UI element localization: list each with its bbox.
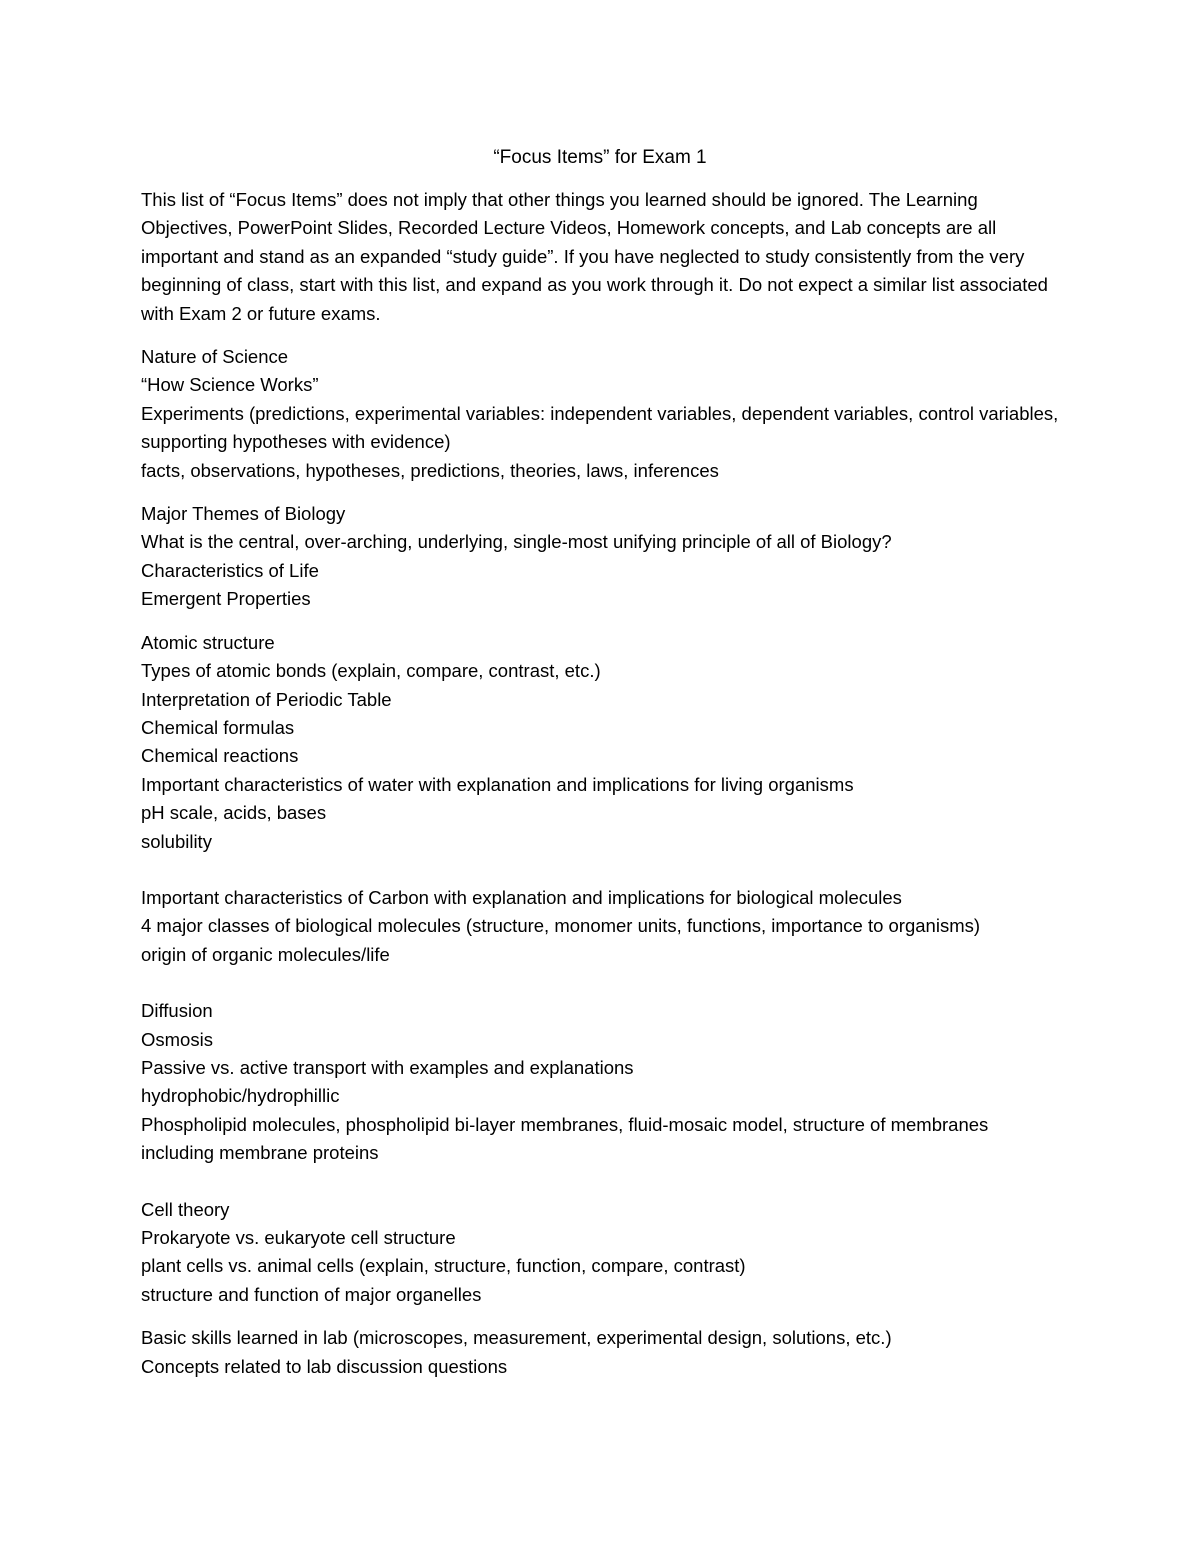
list-item: origin of organic molecules/life (141, 943, 390, 965)
section-major-themes (141, 500, 1061, 614)
list-item: Emergent Properties (141, 588, 311, 610)
section-atomic-structure (141, 629, 1061, 856)
section-carbon (141, 884, 1061, 969)
list-item: “How Science Works” (141, 374, 319, 396)
list-item: Interpretation of Periodic Table (141, 688, 392, 710)
list-item: Chemical formulas (141, 716, 295, 738)
list-item: Important characteristics of water with explanation and implications for living organisms (141, 773, 854, 795)
list-item: What is the central, over-arching, underlying, single-most unifying principle of all of Biology? (141, 531, 892, 553)
list-item: pH scale, acids, bases (141, 802, 327, 824)
list-item: Chemical reactions (141, 745, 299, 767)
section-heading: Diffusion (141, 1000, 213, 1022)
intro-paragraph: This list of “Focus Items” does not imply that other things you learned should be ignored. The Learning Objectives, PowerPoint Slides, Recorded Lecture Videos, Homework concepts, and Lab concepts are all important and stand as an expanded “study guide”. If you have neglected to study consistently from the very beginning of class, start with this list, and expand as you work through it. Do not expect a similar list associated with Exam 2 or future exams. (141, 189, 1048, 324)
section-heading: Major Themes of Biology (141, 503, 346, 525)
section-membranes (141, 997, 1061, 1167)
list-item: Experiments (predictions, experimental variables: independent variables, dependent variables, control variables, supporting hypotheses with evidence) (141, 402, 1059, 453)
list-item: Passive vs. active transport with examples and explanations (141, 1056, 634, 1078)
list-item: Characteristics of Life (141, 559, 319, 581)
section-heading: Atomic structure (141, 631, 275, 653)
list-item: facts, observations, hypotheses, predictions, theories, laws, inferences (141, 459, 719, 481)
section-heading: Nature of Science (141, 346, 289, 368)
section-heading: Cell theory (141, 1198, 230, 1220)
section-cell-theory (141, 1196, 1061, 1310)
list-item: Phospholipid molecules, phospholipid bi-layer membranes, fluid-mosaic model, structure of membranes including membrane proteins (141, 1113, 989, 1164)
list-item: Types of atomic bonds (explain, compare, contrast, etc.) (141, 660, 601, 682)
section-nature-of-science (141, 343, 1061, 485)
list-item: 4 major classes of biological molecules (structure, monomer units, functions, importance to organisms) (141, 915, 981, 937)
list-item: Concepts related to lab discussion questions (141, 1355, 508, 1377)
section-lab-skills (141, 1324, 1061, 1381)
list-item: structure and function of major organelles (141, 1283, 482, 1305)
list-item: Important characteristics of Carbon with explanation and implications for biological molecules (141, 886, 902, 908)
document-title: “Focus Items” for Exam 1 (493, 147, 707, 168)
list-item: plant cells vs. animal cells (explain, structure, function, compare, contrast) (141, 1255, 746, 1277)
list-item: solubility (141, 830, 212, 852)
list-item: Prokaryote vs. eukaryote cell structure (141, 1227, 456, 1248)
list-item: Basic skills learned in lab (microscopes, measurement, experimental design, solutions, etc.) (141, 1327, 892, 1349)
document-body (141, 186, 1061, 1396)
list-item: Osmosis (141, 1028, 213, 1050)
list-item: hydrophobic/hydrophillic (141, 1085, 340, 1107)
